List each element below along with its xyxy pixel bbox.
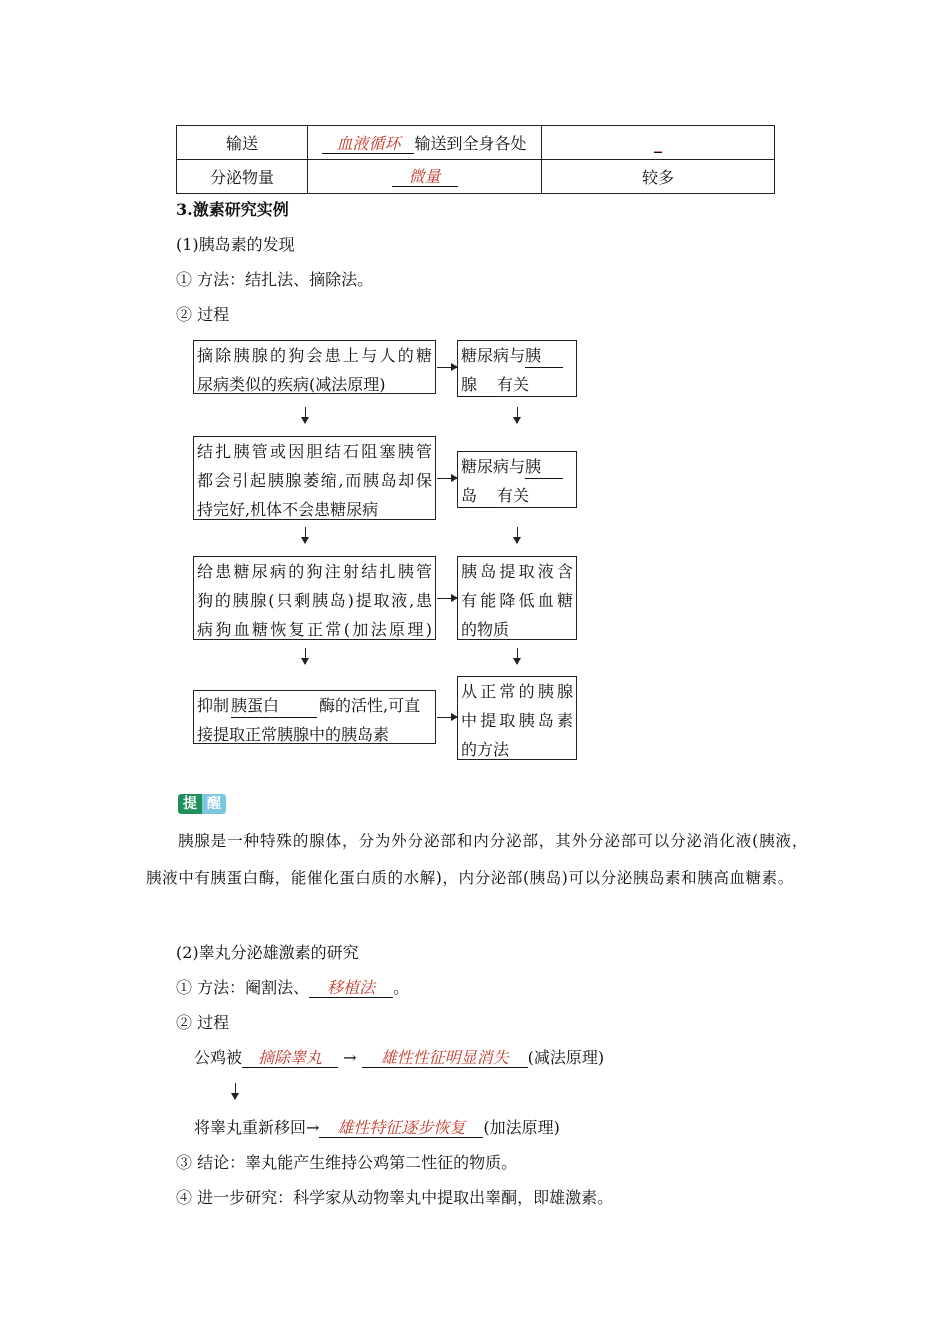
answer-blank: 胰 — [525, 456, 563, 479]
right-arrow-glyph: → — [306, 1118, 320, 1137]
tip-badge — [178, 794, 226, 814]
further-research-line: ④ 进一步研究：科学家从动物睾丸中提取出睾酮，即雄激素。 — [176, 1188, 614, 1207]
answer-blank: 雄性性征明显消失 — [362, 1049, 528, 1068]
table-cell-label: 分泌物量 — [177, 160, 308, 194]
flow-text: 有关 — [497, 375, 530, 394]
answer-blank: 岛 — [461, 485, 497, 508]
process-text: (减法原理) — [527, 1048, 605, 1067]
method-text: ① 方法：阉割法、 — [176, 978, 310, 997]
process-text: (加法原理) — [483, 1118, 560, 1137]
down-arrow — [305, 527, 306, 543]
answer-blank: 移植法 — [309, 979, 393, 998]
flow-text: 抑制 — [197, 696, 230, 715]
answer-blank: 雄性特征逐步恢复 — [319, 1119, 483, 1138]
flow-text: 的物质 — [461, 620, 510, 639]
down-arrow — [517, 407, 518, 423]
down-arrow — [305, 648, 306, 664]
flow-text: 胰岛提取液含 — [461, 562, 573, 581]
flow-text: 尿病类似的疾病(减法原理) — [197, 375, 386, 394]
answer-blank: 摘除睾丸 — [242, 1049, 338, 1068]
flow-text: 从正常的胰腺 — [461, 682, 573, 701]
process-line: ② 过程 — [176, 305, 230, 324]
down-arrow — [305, 407, 306, 423]
answer-blank: 血液循环 — [322, 135, 414, 154]
flow-text: 有关 — [497, 486, 530, 505]
flow-box-left-1 — [193, 340, 436, 394]
flow-text: 给患糖尿病的狗注射结扎胰管 — [197, 562, 432, 581]
process-text: 将睾丸重新移回 — [194, 1118, 307, 1137]
answer-blank: 胰 — [525, 345, 563, 368]
right-arrow-glyph: → — [343, 1048, 357, 1067]
flow-text: 糖尿病与 — [461, 457, 526, 476]
section-heading: 3.激素研究实例 — [176, 200, 289, 219]
flow-text: 都会引起胰腺萎缩,而胰岛却保 — [197, 471, 432, 490]
flow-text: 病狗血糖恢复正常(加法原理) — [197, 620, 432, 639]
table-cell: 较多 — [542, 160, 775, 194]
subsection-title: (1)胰岛素的发现 — [176, 235, 295, 254]
down-arrow — [235, 1083, 236, 1099]
flow-text: 酶的活性,可直 — [319, 696, 421, 715]
table-cell-text: 输送到全身各处 — [414, 134, 527, 153]
table-row — [177, 126, 775, 160]
answer-blank: 胰蛋白 — [231, 695, 317, 718]
process-line: ② 过程 — [176, 1013, 230, 1032]
flow-box-right-4 — [457, 676, 577, 760]
down-arrow — [517, 648, 518, 664]
flow-box-left-3 — [193, 556, 436, 640]
flow-text: 的方法 — [461, 740, 510, 759]
flow-text: 中提取胰岛素 — [461, 711, 573, 730]
process-step-1 — [194, 1047, 604, 1069]
flow-box-left-4 — [193, 690, 436, 744]
tip-badge-right: 醒 — [202, 794, 226, 814]
flow-text: 糖尿病与 — [461, 346, 526, 365]
table-cell — [308, 160, 542, 194]
flow-text: 接提取正常胰腺中的胰岛素 — [197, 725, 390, 744]
process-step-2 — [194, 1117, 560, 1139]
flow-text: 有能降低血糖 — [461, 591, 573, 610]
flow-box-left-2 — [193, 436, 436, 520]
table-cell-label: 输送 — [177, 126, 308, 160]
method-text: 。 — [393, 978, 410, 997]
flow-box-right-1 — [457, 340, 577, 397]
process-text: 公鸡被 — [194, 1048, 243, 1067]
flow-box-right-2 — [457, 451, 577, 508]
flow-box-right-3 — [457, 556, 577, 640]
flow-text: 狗的胰腺(只剩胰岛)提取液,患 — [197, 591, 432, 610]
subsection-title: (2)睾丸分泌雄激素的研究 — [176, 943, 359, 962]
table-row — [177, 160, 775, 194]
flow-text: 摘除胰腺的狗会患上与人的糖 — [197, 346, 432, 365]
answer-blank: 腺 — [461, 374, 497, 397]
right-arrow — [437, 598, 457, 599]
answer-blank: 微量 — [392, 168, 458, 187]
right-arrow — [437, 717, 457, 718]
table-cell — [542, 126, 775, 160]
right-arrow — [437, 367, 457, 368]
tip-paragraph: 胰腺是一种特殊的腺体，分为外分泌部和内分泌部，其外分泌部可以分泌消化液(胰液，胰液中有胰蛋白酶，能催化蛋白质的水解)，内分泌部(胰岛)可以分泌胰岛素和胰高血糖素。 — [146, 832, 808, 887]
tip-badge-left: 提 — [178, 794, 202, 814]
table-cell — [308, 126, 542, 160]
flow-text: 持完好,机体不会患糖尿病 — [197, 500, 379, 519]
conclusion-line: ③ 结论：睾丸能产生维持公鸡第二性征的物质。 — [176, 1153, 518, 1172]
comparison-table — [176, 125, 775, 194]
down-arrow — [517, 527, 518, 543]
flow-text: 结扎胰管或因胆结石阻塞胰管 — [197, 442, 432, 461]
right-arrow — [437, 478, 457, 479]
answer-blank: _ — [654, 132, 662, 152]
method-line — [176, 977, 409, 999]
method-line: ① 方法：结扎法、摘除法。 — [176, 270, 374, 289]
